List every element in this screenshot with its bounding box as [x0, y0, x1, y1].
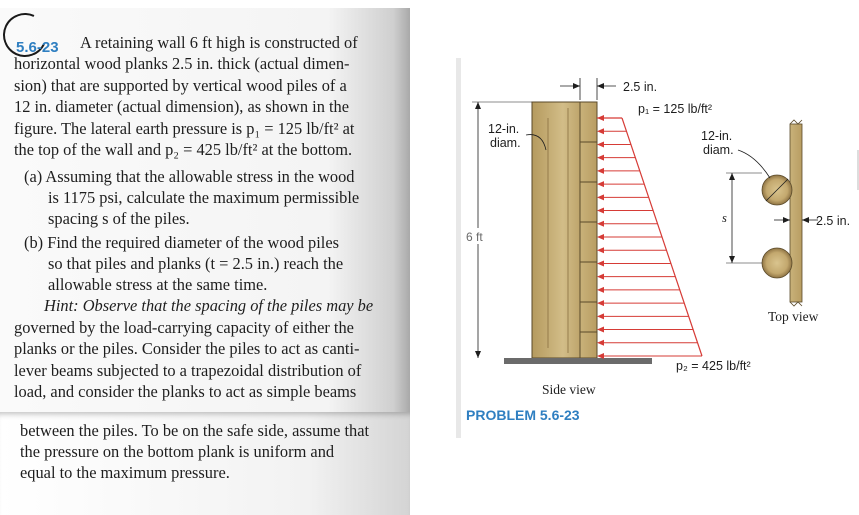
side-diam-label-2: diam. [490, 136, 521, 150]
continuation-page [0, 412, 410, 515]
problem-line-2: horizontal wood planks 2.5 in. thick (actual dimen- [14, 54, 350, 73]
problem-line-4: 12 in. diameter (actual dimension), as shown in the [14, 97, 350, 116]
continuation-line-2: the pressure on the bottom plank is uniform and [20, 442, 335, 461]
plank-top-view [790, 124, 802, 302]
continuation-line-3: equal to the maximum pressure. [20, 463, 230, 482]
p1-label: p₁ = 125 lb/ft² [638, 102, 713, 116]
problem-line-5: figure. The lateral earth pressure is p₁ = 125 lb/ft² at [14, 119, 355, 138]
planks-side [580, 102, 597, 358]
part-a-line-1: (a) Assuming that the allowable stress in the wood [24, 167, 355, 186]
part-b-line-2: so that piles and planks (t = 2.5 in.) reach the [48, 254, 344, 273]
p2-label: p₂ = 425 lb/ft² [676, 359, 751, 373]
page-gutter [456, 58, 461, 438]
hint-line-1: Hint: Observe that the spacing of the piles may be [44, 296, 374, 315]
figure-panel [456, 58, 859, 438]
continuation-line-1: between the piles. To be on the safe side, assume that [20, 421, 370, 440]
side-diam-label-1: 12-in. [488, 122, 520, 136]
top-diam-label-2: diam. [703, 143, 734, 157]
problem-line-3: sion) that are supported by vertical wood piles of a [14, 76, 347, 95]
pile-top-view-2 [762, 248, 792, 278]
side-view-label: Side view [542, 382, 596, 397]
problem-line-6: the top of the wall and p₂ = 425 lb/ft² at the bottom. [14, 140, 353, 159]
ground [504, 358, 652, 364]
top-thickness-label: 2.5 in. [816, 214, 851, 228]
part-b-line-3: allowable stress at the same time. [48, 275, 268, 294]
problem-number: 5.6-23 [16, 39, 59, 56]
thickness-label: 2.5 in. [623, 80, 658, 94]
hint-line-4: lever beams subjected to a trapezoidal distribution of [14, 361, 362, 380]
retaining-wall-figure [456, 58, 859, 438]
hint-line-3: planks or the piles. Consider the piles to act as canti- [14, 339, 360, 358]
problem-text-page [0, 8, 410, 412]
top-view-label: Top view [768, 309, 819, 324]
top-diam-label-1: 12-in. [701, 129, 733, 143]
part-b-line-1: (b) Find the required diameter of the wood piles [24, 233, 339, 252]
spacing-label: s [722, 211, 727, 225]
part-a-line-3: spacing s of the piles. [48, 209, 190, 228]
hint-line-5: load, and consider the planks to act as simple beams [14, 382, 357, 401]
height-label: 6 ft [466, 230, 483, 244]
hint-line-2: governed by the load-carrying capacity of either the [14, 318, 354, 337]
part-a-line-2: is 1175 psi, calculate the maximum permissible [48, 188, 360, 207]
problem-line-1: A retaining wall 6 ft high is constructed of [80, 33, 358, 52]
figure-caption: PROBLEM 5.6-23 [466, 407, 580, 423]
